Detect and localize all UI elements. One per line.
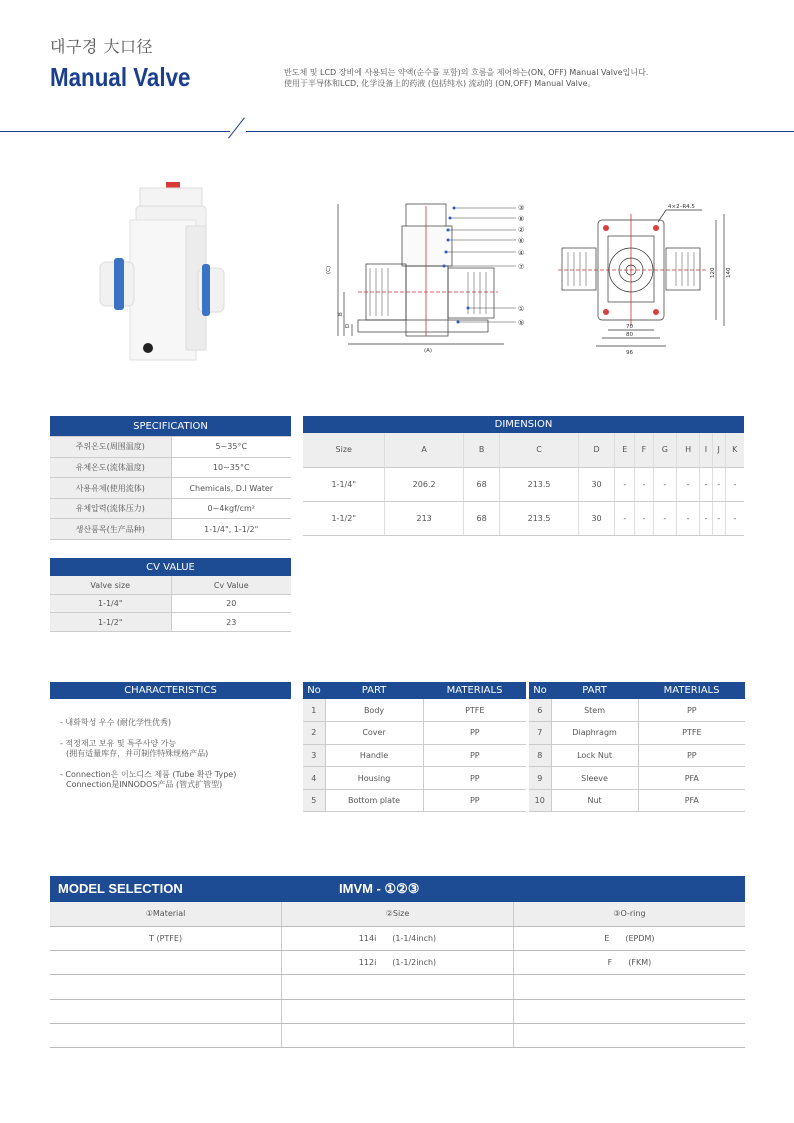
dim-cell: 213 [385, 501, 463, 535]
table-row [50, 999, 745, 1023]
dim-cell: - [725, 501, 744, 535]
empty-cell [513, 999, 745, 1023]
part-material: PP [423, 767, 526, 790]
spec-value: 0~4kgf/cm² [171, 498, 291, 519]
part-material: PP [638, 699, 745, 722]
part-no: 6 [529, 699, 551, 722]
empty-cell [282, 999, 514, 1023]
part-name: Lock Nut [551, 744, 638, 767]
specification-table [50, 416, 291, 540]
table-row [50, 478, 291, 499]
part-material: PP [423, 789, 526, 812]
dim-cell: - [725, 467, 744, 501]
model-material [50, 951, 282, 975]
side-view-drawing [318, 196, 534, 358]
valve-photo [90, 180, 230, 370]
parts-header-materials: MATERIALS [423, 682, 526, 699]
part-name: Body [325, 699, 423, 722]
empty-cell [282, 975, 514, 999]
callout-2: ② [518, 226, 525, 234]
specification-title: SPECIFICATION [50, 416, 291, 437]
part-no: 8 [529, 744, 551, 767]
empty-cell [50, 999, 282, 1023]
part-name: Housing [325, 767, 423, 790]
spec-value: 10~35°C [171, 457, 291, 478]
parts-header-no: No [529, 682, 551, 699]
dim-cell: - [677, 501, 700, 535]
dim-header: K [725, 433, 744, 467]
part-no: 9 [529, 767, 551, 790]
part-name: Cover [325, 722, 423, 745]
cv-size: 1-1/2" [50, 613, 171, 631]
part-no: 4 [303, 767, 325, 790]
dimension-table [303, 416, 744, 536]
callout-7: ⑦ [518, 263, 525, 271]
dim-cell: 1-1/4" [303, 467, 385, 501]
dim-header: E [615, 433, 635, 467]
top-view-drawing [556, 200, 732, 356]
dim-label-holes: 4×2–R4.5 [668, 204, 695, 210]
dim-cell: 213.5 [500, 501, 578, 535]
header-rule-right [246, 131, 794, 132]
table-row [529, 699, 745, 722]
model-size-desc: (1-1/2inch) [392, 958, 437, 968]
part-no: 7 [529, 722, 551, 745]
part-name: Nut [551, 789, 638, 812]
dim-header: C [500, 433, 578, 467]
table-row [303, 789, 526, 812]
dim-header: B [463, 433, 500, 467]
cv-header-value: Cv Value [171, 576, 291, 594]
parts-header-part: PART [325, 682, 423, 699]
cv-header-size: Valve size [50, 576, 171, 594]
parts-table-left [303, 682, 526, 812]
table-row [303, 767, 526, 790]
page-kicker: 대구경 大口径 [50, 37, 153, 56]
part-no: 1 [303, 699, 325, 722]
spec-value: 1-1/4", 1-1/2" [171, 519, 291, 540]
dim-cell: - [635, 501, 653, 535]
parts-header-row [303, 682, 526, 699]
model-oring-desc: (FKM) [628, 958, 652, 968]
model-oring-desc: (EPDM) [625, 933, 655, 943]
dim-cell: 213.5 [500, 467, 578, 501]
model-header-row [50, 902, 745, 926]
model-oring-code: E [604, 933, 610, 943]
empty-cell [50, 975, 282, 999]
description-line-ko: 반도체 및 LCD 장비에 사용되는 약액(순수를 포함)의 흐름을 제어하는(ON, OFF) Manual Valve입니다. [284, 68, 649, 77]
part-name: Handle [325, 744, 423, 767]
empty-cell [282, 1023, 514, 1047]
table-row [529, 722, 745, 745]
characteristics-list [60, 718, 236, 801]
dim-label-80: 80 [626, 332, 633, 338]
table-row [303, 722, 526, 745]
cv-header-row [50, 576, 291, 594]
spec-key: 주위온도(周围温度) [50, 437, 171, 458]
dim-cell: 30 [578, 501, 615, 535]
characteristic-item: - Connection은 이노디스 제품 (Tube 확관 Type) [60, 769, 237, 779]
header-rule-left [0, 131, 230, 132]
table-row [50, 498, 291, 519]
part-material: PP [638, 744, 745, 767]
characteristic-item: - 적정재고 보유 및 특주사양 가능 [60, 738, 177, 748]
part-name: Bottom plate [325, 789, 423, 812]
dim-label-c: (C) [326, 265, 332, 274]
table-row [303, 699, 526, 722]
dim-cell: - [615, 467, 635, 501]
table-row [50, 613, 291, 631]
dim-label-120: 120 [710, 267, 716, 278]
parts-header-materials: MATERIALS [638, 682, 745, 699]
dim-label-70: 70 [626, 324, 633, 330]
dim-header: G [653, 433, 677, 467]
spec-value: Chemicals, D.I Water [171, 478, 291, 499]
part-no: 10 [529, 789, 551, 812]
dim-header: A [385, 433, 463, 467]
model-code: IMVM - ①②③ [339, 881, 420, 896]
dim-cell: - [653, 501, 677, 535]
dim-cell: 30 [578, 467, 615, 501]
characteristics-title: CHARACTERISTICS [50, 682, 291, 699]
page-description [284, 67, 764, 89]
dim-header: D [578, 433, 615, 467]
characteristic-item-detail: (拥有适量库存，并可制作特殊规格产品) [66, 749, 209, 758]
part-no: 5 [303, 789, 325, 812]
table-row [529, 767, 745, 790]
empty-cell [50, 1023, 282, 1047]
model-material: T (PTFE) [50, 926, 282, 950]
part-material: PTFE [423, 699, 526, 722]
dim-header: Size [303, 433, 385, 467]
dim-cell: - [700, 467, 713, 501]
dim-header: J [712, 433, 725, 467]
dim-header: I [700, 433, 713, 467]
part-material: PFA [638, 789, 745, 812]
spec-value: 5~35°C [171, 437, 291, 458]
cv-size: 1-1/4" [50, 595, 171, 613]
cv-value: 20 [171, 595, 291, 613]
parts-header-no: No [303, 682, 325, 699]
part-material: PP [423, 722, 526, 745]
model-oring-code: F [607, 958, 613, 968]
callout-1: ① [518, 305, 525, 313]
table-row [50, 519, 291, 540]
parts-header-row [529, 682, 745, 699]
dimension-title: DIMENSION [303, 416, 744, 433]
model-size-code: 112i [358, 958, 377, 968]
dim-cell: 1-1/2" [303, 501, 385, 535]
table-row [50, 1023, 745, 1047]
model-header-material: ①Material [50, 902, 282, 926]
table-row [529, 789, 745, 812]
dim-cell: - [700, 501, 713, 535]
callout-6: ⑥ [518, 237, 525, 245]
table-row [303, 501, 744, 535]
dim-header: F [635, 433, 653, 467]
model-selection-title: MODEL SELECTION [58, 881, 183, 896]
dim-cell: - [677, 467, 700, 501]
cv-value: 23 [171, 613, 291, 631]
table-row [303, 744, 526, 767]
dimension-header-row [303, 433, 744, 467]
model-selection-header [50, 876, 745, 902]
dim-cell: - [712, 467, 725, 501]
dim-label-140: 140 [726, 267, 732, 278]
dim-cell: - [653, 467, 677, 501]
table-row [50, 975, 745, 999]
header-rule-slash [228, 118, 245, 139]
table-row [50, 926, 745, 950]
parts-table-right [529, 682, 745, 812]
characteristic-item: - 내화학성 우수 (耐化学性优秀) [60, 718, 172, 727]
part-no: 3 [303, 744, 325, 767]
dim-label-b: B [338, 312, 344, 316]
dim-cell: - [635, 467, 653, 501]
callout-8: ⑧ [518, 215, 525, 223]
dim-cell: 68 [463, 467, 500, 501]
part-name: Stem [551, 699, 638, 722]
description-line-zh: 使用于半导体和LCD, 化学设备上的药液 (包括纯水) 流动的 (ON,OFF) Manual Valve。 [284, 79, 596, 88]
model-header-size: ②Size [282, 902, 514, 926]
characteristic-item-detail: Connection是INNODOS产品 (管式扩管型) [66, 780, 223, 789]
spec-key: 유체압력(流体压力) [50, 498, 171, 519]
dim-cell: - [712, 501, 725, 535]
table-row [50, 595, 291, 613]
model-size-code: 114i [358, 933, 377, 943]
callout-5: ⑤ [518, 319, 525, 327]
model-selection-table [50, 902, 745, 1048]
part-name: Sleeve [551, 767, 638, 790]
part-material: PTFE [638, 722, 745, 745]
spec-key: 사용유체(使用流体) [50, 478, 171, 499]
model-header-oring: ③O-ring [513, 902, 745, 926]
parts-header-part: PART [551, 682, 638, 699]
table-row [303, 467, 744, 501]
dim-label-96: 96 [626, 350, 633, 356]
dim-label-a: (A) [424, 348, 433, 354]
cv-title: CV VALUE [50, 558, 291, 576]
spec-key: 생산품목(生产品种) [50, 519, 171, 540]
part-no: 2 [303, 722, 325, 745]
table-row [50, 437, 291, 458]
part-name: Diaphragm [551, 722, 638, 745]
dim-label-d: D [345, 323, 351, 328]
dim-header: H [677, 433, 700, 467]
part-material: PFA [638, 767, 745, 790]
part-material: PP [423, 744, 526, 767]
table-row [50, 457, 291, 478]
dim-cell: 68 [463, 501, 500, 535]
empty-cell [513, 975, 745, 999]
callout-3: ③ [518, 204, 525, 212]
spec-key: 유체온도(流体温度) [50, 457, 171, 478]
model-size-desc: (1-1/4inch) [392, 933, 437, 943]
dim-cell: - [615, 501, 635, 535]
page-title: Manual Valve [50, 62, 191, 92]
table-row [50, 951, 745, 975]
table-row [529, 744, 745, 767]
cv-value-table [50, 558, 291, 632]
dim-cell: 206.2 [385, 467, 463, 501]
empty-cell [513, 1023, 745, 1047]
callout-4: ④ [518, 249, 525, 257]
